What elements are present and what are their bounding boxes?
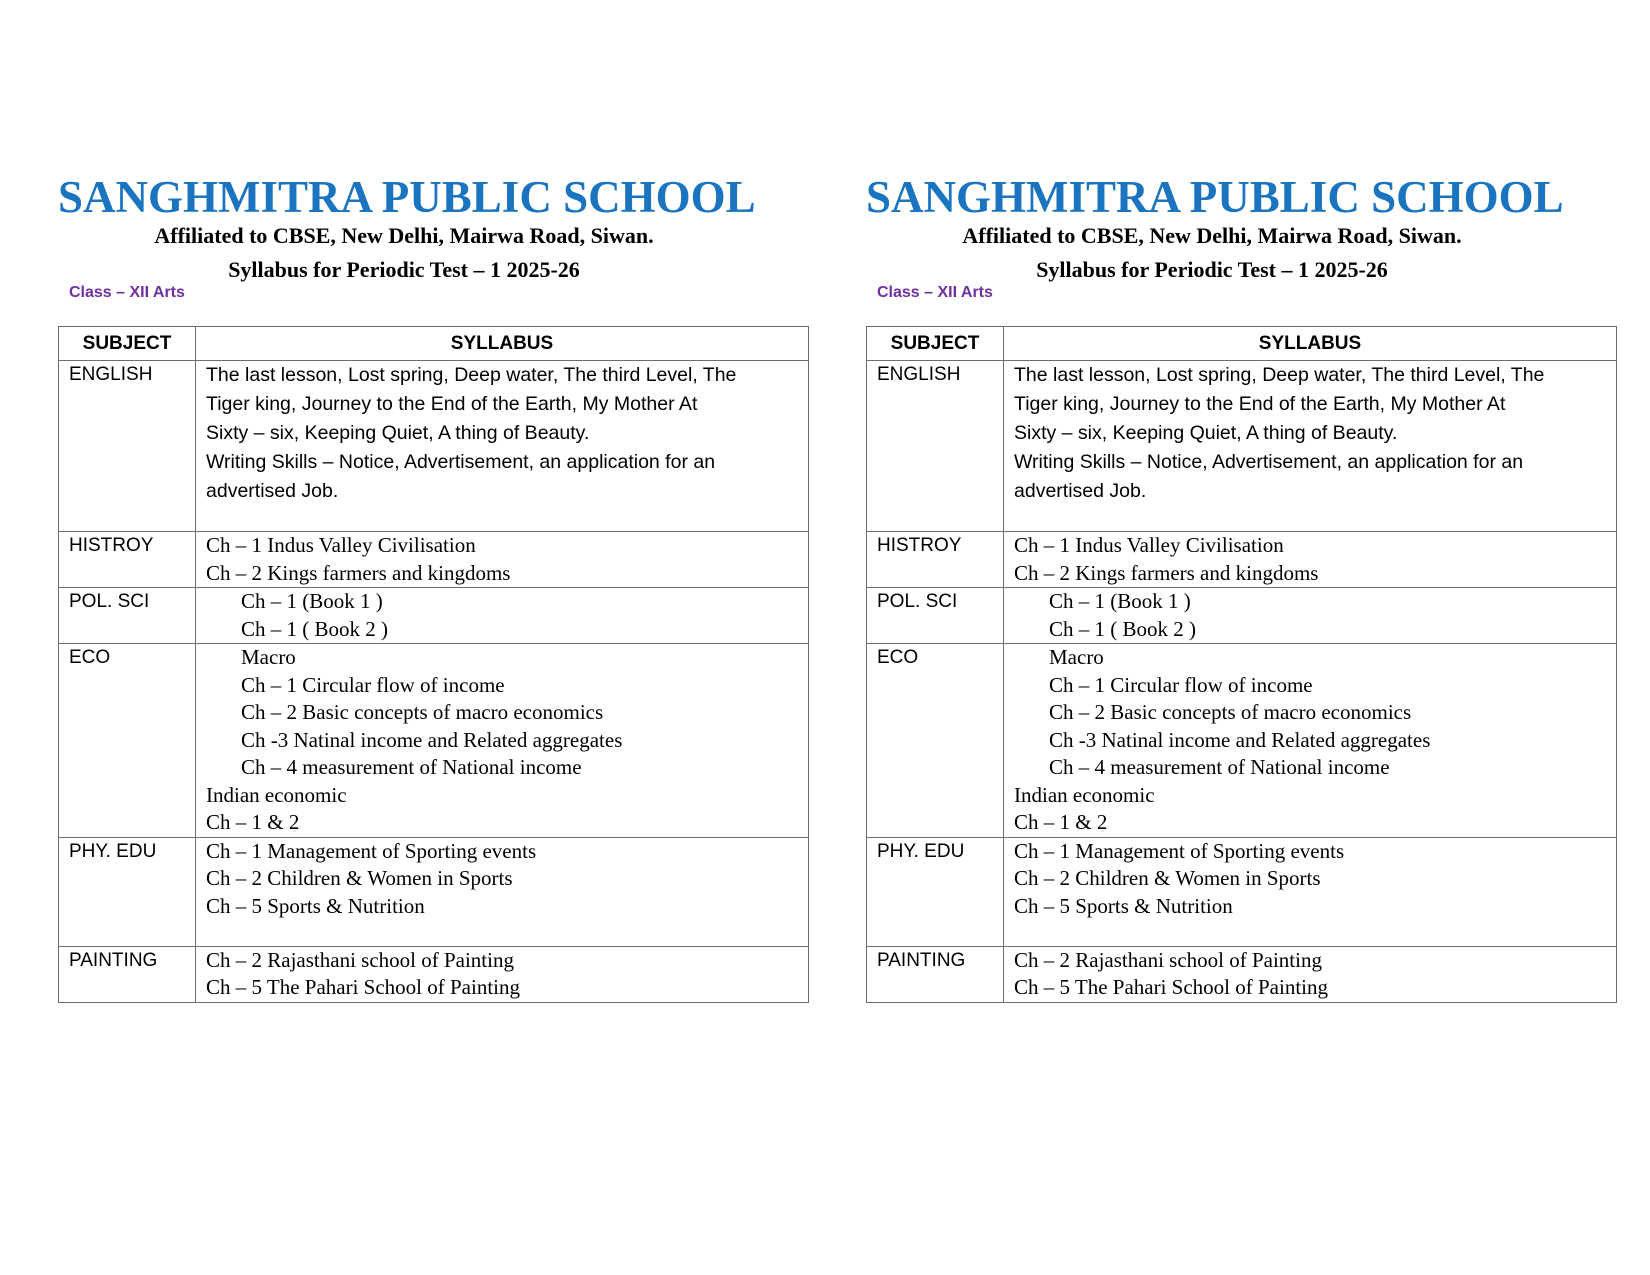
table-row xyxy=(867,361,1617,532)
syllabus-line: advertised Job. xyxy=(1014,480,1147,502)
table-header-row xyxy=(59,327,809,361)
syllabus-cell xyxy=(1004,361,1617,532)
subject-cell: PHY. EDU xyxy=(867,837,1004,946)
test-title: Syllabus for Periodic Test – 1 2025-26 xyxy=(228,257,580,282)
syllabus-line: Ch – 2 Rajasthani school of Painting xyxy=(1014,947,1322,972)
class-label: Class – XII Arts xyxy=(69,284,185,301)
syllabus-line: Macro xyxy=(241,645,296,669)
school-name: SANGHMITRA PUBLIC SCHOOL xyxy=(866,172,1564,222)
syllabus-line: Tiger king, Journey to the End of the Earth, My Mother At xyxy=(206,393,698,415)
subject-cell: PHY. EDU xyxy=(59,837,196,946)
syllabus-line: Ch -3 Natinal income and Related aggregates xyxy=(1049,727,1431,752)
syllabus-line: Writing Skills – Notice, Advertisement, an application for an xyxy=(206,451,716,473)
table-row xyxy=(59,837,809,946)
syllabus-line: Indian economic xyxy=(1014,782,1155,807)
syllabus-line: Tiger king, Journey to the End of the Earth, My Mother At xyxy=(1014,393,1506,415)
table-row xyxy=(59,588,809,644)
syllabus-panel-left xyxy=(58,0,808,1275)
syllabus-line: Ch -3 Natinal income and Related aggregates xyxy=(241,727,623,752)
syllabus-line: Ch – 2 Rajasthani school of Painting xyxy=(206,947,514,972)
syllabus-cell xyxy=(196,532,809,588)
syllabus-line: Ch – 2 Kings farmers and kingdoms xyxy=(1014,560,1319,585)
syllabus-panel-right xyxy=(866,0,1616,1275)
syllabus-line: Ch – 2 Basic concepts of macro economics xyxy=(241,700,604,724)
subject-cell: HISTROY xyxy=(59,532,196,588)
syllabus-line: Ch – 1 ( Book 2 ) xyxy=(241,616,388,641)
syllabus-column-header: SYLLABUS xyxy=(196,327,809,361)
subject-cell: POL. SCI xyxy=(867,588,1004,644)
affiliation-line: Affiliated to CBSE, New Delhi, Mairwa Road, Siwan. xyxy=(962,223,1462,248)
table-row xyxy=(867,588,1617,644)
syllabus-table xyxy=(866,326,1617,1003)
syllabus-line: Ch – 1 (Book 1 ) xyxy=(1049,589,1191,613)
syllabus-line: Ch – 2 Kings farmers and kingdoms xyxy=(206,560,511,585)
syllabus-line: Ch – 1 Circular flow of income xyxy=(241,672,505,697)
syllabus-cell xyxy=(1004,588,1617,644)
subject-column-header: SUBJECT xyxy=(59,327,196,361)
test-title: Syllabus for Periodic Test – 1 2025-26 xyxy=(1036,257,1388,282)
table-row xyxy=(59,532,809,588)
syllabus-line: Ch – 4 measurement of National income xyxy=(1049,755,1390,779)
table-header-row xyxy=(867,327,1617,361)
table-row xyxy=(59,361,809,532)
table-row xyxy=(867,532,1617,588)
syllabus-line: advertised Job. xyxy=(206,480,339,502)
syllabus-line: Sixty – six, Keeping Quiet, A thing of Beauty. xyxy=(1014,422,1398,444)
syllabus-cell xyxy=(196,361,809,532)
syllabus-cell xyxy=(1004,946,1617,1002)
syllabus-line: Ch – 4 measurement of National income xyxy=(241,755,582,779)
syllabus-line: Ch – 2 Basic concepts of macro economics xyxy=(1049,700,1412,724)
table-row xyxy=(59,644,809,838)
syllabus-cell xyxy=(196,837,809,946)
table-row xyxy=(59,946,809,1002)
syllabus-cell xyxy=(196,644,809,838)
syllabus-line: Ch – 1 ( Book 2 ) xyxy=(1049,616,1196,641)
syllabus-line: Ch – 5 Sports & Nutrition xyxy=(1014,893,1233,918)
subject-column-header: SUBJECT xyxy=(867,327,1004,361)
subject-cell: PAINTING xyxy=(867,946,1004,1002)
syllabus-line: Ch – 1 Indus Valley Civilisation xyxy=(206,533,476,557)
table-row xyxy=(867,946,1617,1002)
syllabus-line: Ch – 5 Sports & Nutrition xyxy=(206,893,425,918)
syllabus-line: The last lesson, Lost spring, Deep water, The third Level, The xyxy=(206,364,737,386)
subject-cell: ENGLISH xyxy=(867,361,1004,532)
subject-cell: ENGLISH xyxy=(59,361,196,532)
table-row xyxy=(867,644,1617,838)
syllabus-table xyxy=(58,326,809,1003)
school-name: SANGHMITRA PUBLIC SCHOOL xyxy=(58,172,756,222)
syllabus-cell xyxy=(196,946,809,1002)
syllabus-line: Ch – 1 & 2 xyxy=(1014,810,1108,834)
syllabus-line: Indian economic xyxy=(206,782,347,807)
syllabus-line: Ch – 1 & 2 xyxy=(206,810,300,834)
syllabus-column-header: SYLLABUS xyxy=(1004,327,1617,361)
affiliation-line: Affiliated to CBSE, New Delhi, Mairwa Road, Siwan. xyxy=(154,223,654,248)
syllabus-line: Ch – 1 Circular flow of income xyxy=(1049,672,1313,697)
table-row xyxy=(867,837,1617,946)
syllabus-line: Ch – 1 Indus Valley Civilisation xyxy=(1014,533,1284,557)
class-label: Class – XII Arts xyxy=(877,284,993,301)
syllabus-line: Ch – 2 Children & Women in Sports xyxy=(1014,866,1321,890)
syllabus-line: Sixty – six, Keeping Quiet, A thing of Beauty. xyxy=(206,422,590,444)
syllabus-line: Ch – 1 (Book 1 ) xyxy=(241,589,383,613)
syllabus-cell xyxy=(1004,532,1617,588)
subject-cell: ECO xyxy=(59,644,196,838)
syllabus-line: Writing Skills – Notice, Advertisement, an application for an xyxy=(1014,451,1524,473)
syllabus-cell xyxy=(196,588,809,644)
subject-cell: ECO xyxy=(867,644,1004,838)
syllabus-line: Ch – 1 Management of Sporting events xyxy=(1014,838,1345,863)
syllabus-line: Ch – 2 Children & Women in Sports xyxy=(206,866,513,890)
syllabus-line: Ch – 1 Management of Sporting events xyxy=(206,838,537,863)
syllabus-cell xyxy=(1004,837,1617,946)
syllabus-line: Macro xyxy=(1049,645,1104,669)
subject-cell: PAINTING xyxy=(59,946,196,1002)
syllabus-line: Ch – 5 The Pahari School of Painting xyxy=(206,975,521,999)
subject-cell: POL. SCI xyxy=(59,588,196,644)
subject-cell: HISTROY xyxy=(867,532,1004,588)
syllabus-cell xyxy=(1004,644,1617,838)
syllabus-line: Ch – 5 The Pahari School of Painting xyxy=(1014,975,1329,999)
syllabus-line: The last lesson, Lost spring, Deep water, The third Level, The xyxy=(1014,364,1545,386)
